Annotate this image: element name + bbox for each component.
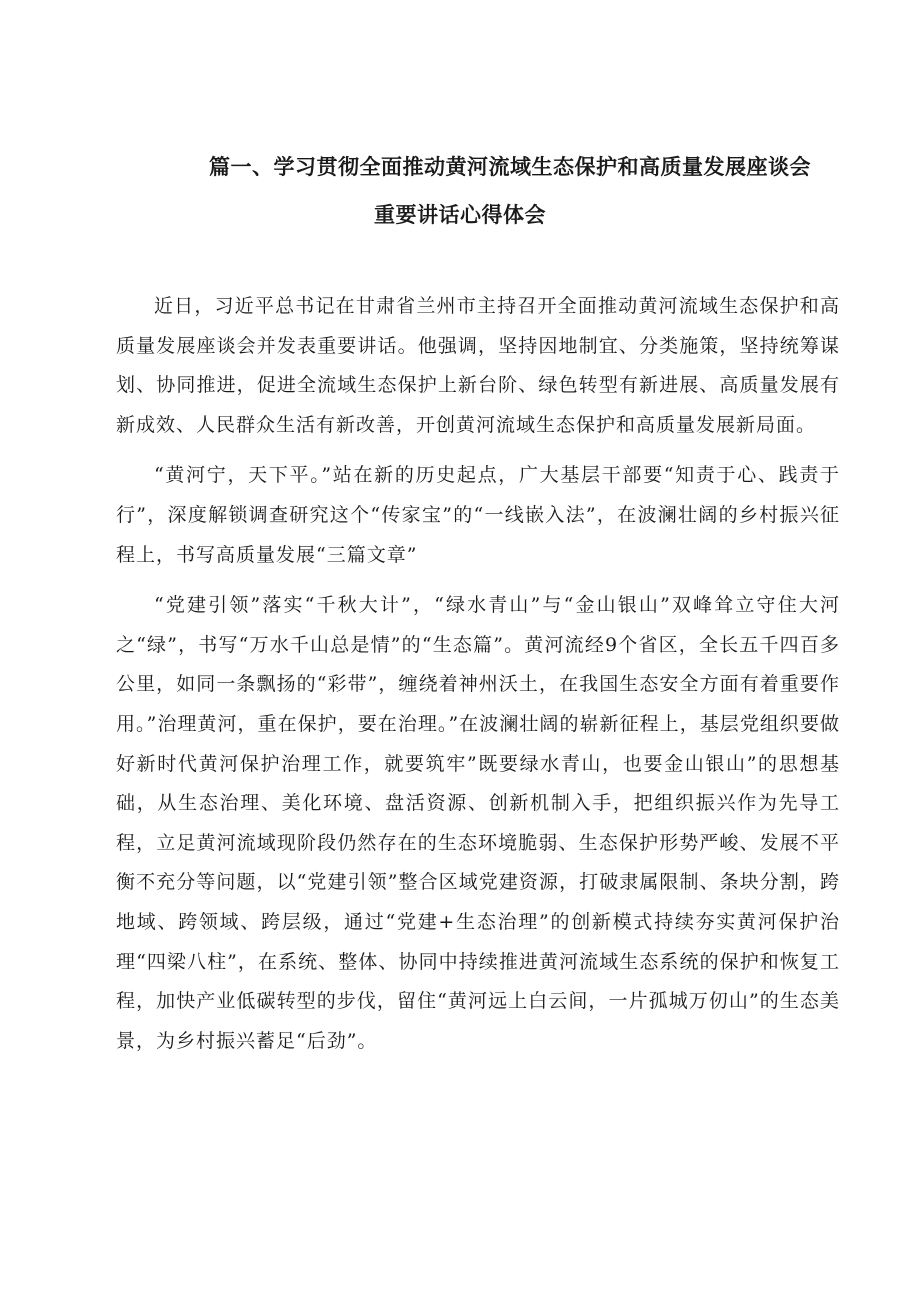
document-title-line-2: 重要讲话心得体会 (374, 203, 546, 227)
document-body (116, 287, 840, 1072)
paragraph-2: “黄河宁，天下平。”站在新的历史起点，广大基层干部要“知责于心、践责于行”，深度解锁调查研究这个“传家宝”的“一线嵌入法”，在波澜壮阔的乡村振兴征程上，书写高质量发展“三篇文章” (116, 464, 840, 566)
document-title-line-1: 篇一、学习贯彻全面推动黄河流域生态保护和高质量发展座谈会 (209, 155, 811, 179)
paragraph-1: 近日，习近平总书记在甘肃省兰州市主持召开全面推动黄河流域生态保护和高质量发展座谈会并发表重要讲话。他强调，坚持因地制宜、分类施策，坚持统筹谋划、协同推进，促进全流域生态保护上新台阶、绿色转型有新进展、高质量发展有新成效、人民群众生活有新改善，开创黄河流域生态保护和高质量发展新局面。 (116, 295, 840, 436)
paragraph-3: “党建引领”落实“千秋大计”，“绿水青山”与“金山银山”双峰耸立守住大河之“绿”，书写“万水千山总是情”的“生态篇”。黄河流经9个省区，全长五千四百多公里，如同一条飘扬的“彩带”，缠绕着神州沃土，在我国生态安全方面有着重要作用。”治理黄河，重在保护，要在治理。”在波澜壮阔的崭新征程上，基层党组织要做好新时代黄河保护治理工作，就要筑牢”既要绿水青山，也要金山银山”的思想基础，从生态治理、美化环境、盘活资源、创新机制入手，把组织振兴作为先导工程，立足黄河流域现阶段仍然存在的生态环境脆弱、生态保护形势严峻、发展不平衡不充分等问题，以“党建引领”整合区域党建资源，打破隶属限制、条块分割，跨地域、跨领域、跨层级，通过“党建+生态治理”的创新模式持续夯实黄河保护治理“四梁八柱”，在系统、整体、协同中持续推进黄河流域生态系统的保护和恢复工程，加快产业低碳转型的步伐，留住“黄河远上白云间，一片孤城万仞山”的生态美景，为乡村振兴蓄足“后劲”。 (116, 594, 840, 1052)
